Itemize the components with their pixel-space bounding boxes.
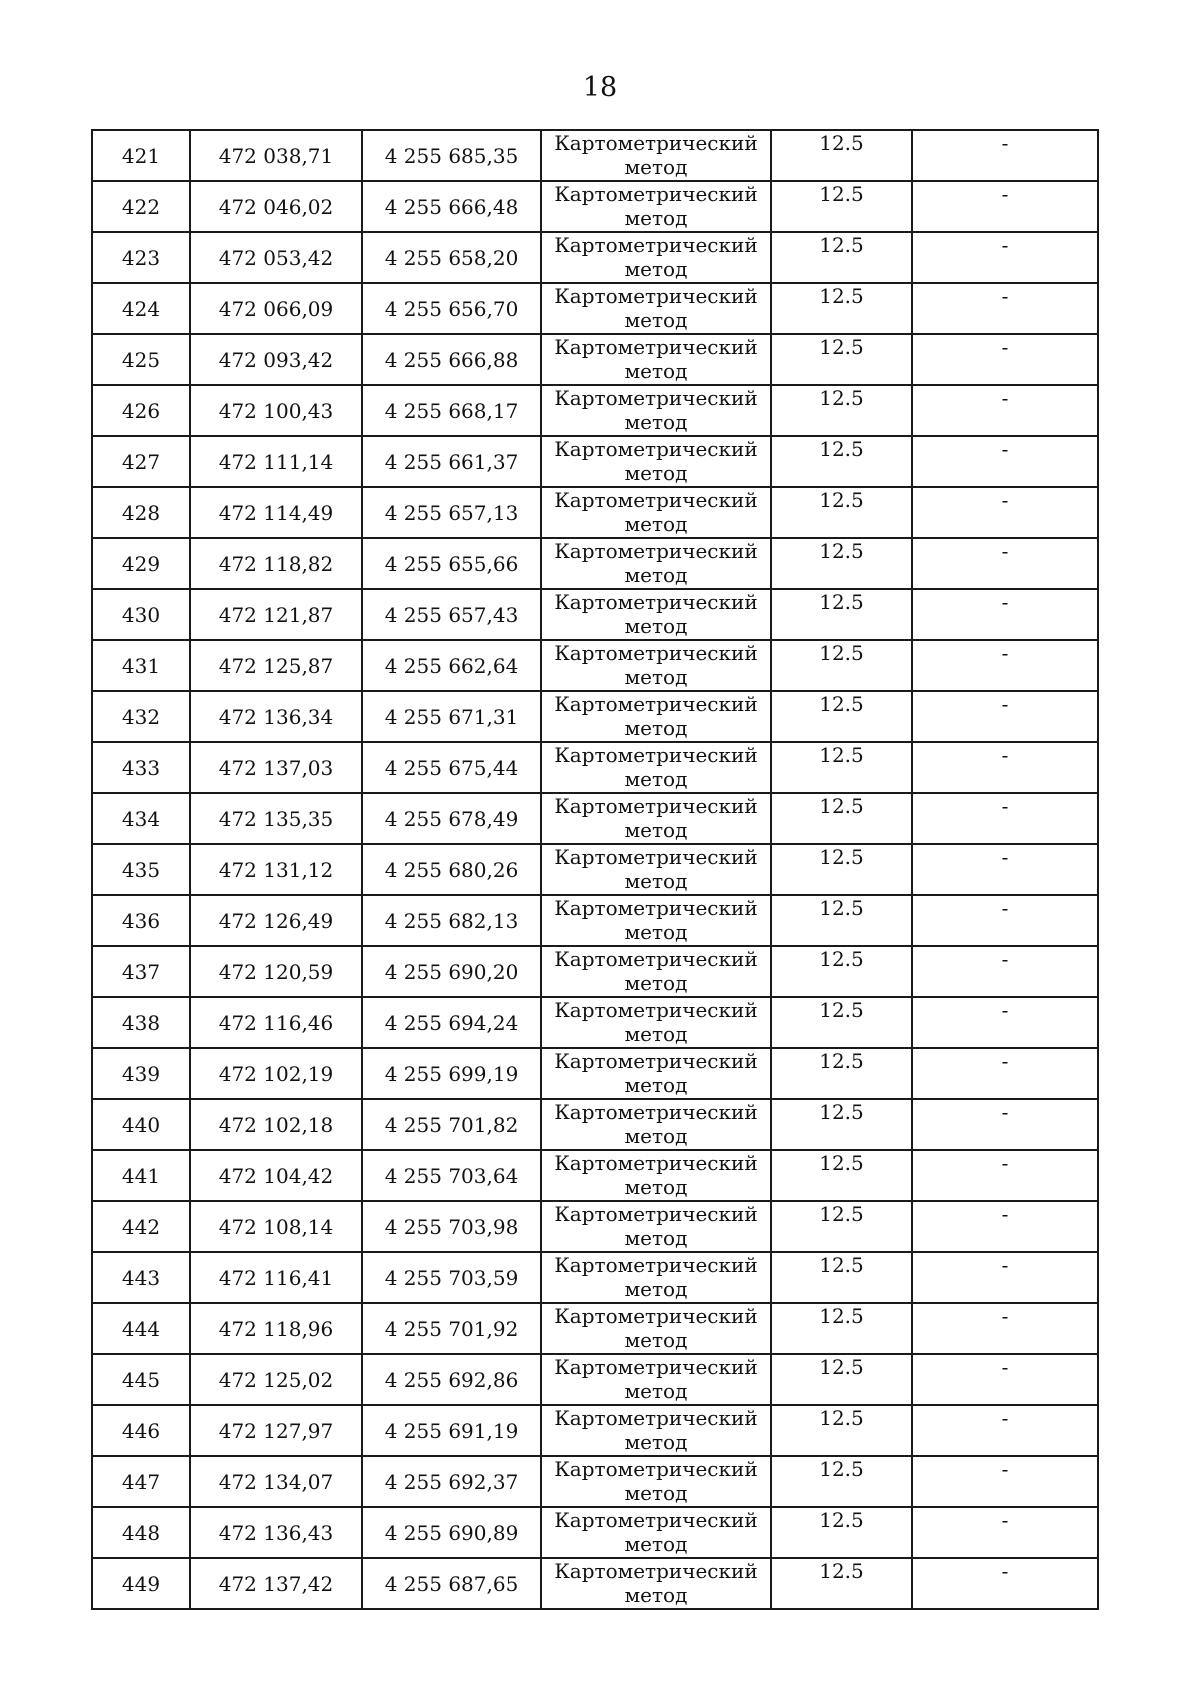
method-line-1: Картометрический — [554, 233, 758, 257]
y-coordinate-cell: 4 255 701,92 — [362, 1303, 541, 1354]
point-number-cell: 442 — [92, 1201, 190, 1252]
method-line-2: метод — [624, 308, 688, 332]
method-line-1: Картометрический — [554, 641, 758, 665]
note-cell: - — [912, 1354, 1098, 1405]
accuracy-cell: 12.5 — [771, 334, 912, 385]
point-number-cell: 427 — [92, 436, 190, 487]
table-row — [92, 1354, 1098, 1405]
method-line-1: Картометрический — [554, 488, 758, 512]
method-line-1: Картометрический — [554, 794, 758, 818]
note-cell: - — [912, 1099, 1098, 1150]
table-row — [92, 385, 1098, 436]
point-number-cell: 434 — [92, 793, 190, 844]
note-cell: - — [912, 895, 1098, 946]
table-row — [92, 1099, 1098, 1150]
method-line-1: Картометрический — [554, 845, 758, 869]
method-cell — [541, 793, 771, 844]
table-row — [92, 589, 1098, 640]
table-row — [92, 640, 1098, 691]
table-row — [92, 1252, 1098, 1303]
method-line-1: Картометрический — [554, 1406, 758, 1430]
method-line-2: метод — [624, 1277, 688, 1301]
method-cell — [541, 742, 771, 793]
method-cell — [541, 334, 771, 385]
y-coordinate-cell: 4 255 662,64 — [362, 640, 541, 691]
accuracy-cell: 12.5 — [771, 844, 912, 895]
method-line-1: Картометрический — [554, 896, 758, 920]
y-coordinate-cell: 4 255 658,20 — [362, 232, 541, 283]
method-cell — [541, 1405, 771, 1456]
x-coordinate-cell: 472 053,42 — [190, 232, 362, 283]
x-coordinate-cell: 472 114,49 — [190, 487, 362, 538]
point-number-cell: 444 — [92, 1303, 190, 1354]
point-number-cell: 445 — [92, 1354, 190, 1405]
table-row — [92, 1558, 1098, 1609]
accuracy-cell: 12.5 — [771, 130, 912, 181]
method-cell — [541, 895, 771, 946]
y-coordinate-cell: 4 255 656,70 — [362, 283, 541, 334]
accuracy-cell: 12.5 — [771, 1201, 912, 1252]
method-line-2: метод — [624, 818, 688, 842]
point-number-cell: 425 — [92, 334, 190, 385]
note-cell: - — [912, 793, 1098, 844]
method-line-2: метод — [624, 1583, 688, 1607]
note-cell: - — [912, 1405, 1098, 1456]
method-cell — [541, 130, 771, 181]
x-coordinate-cell: 472 136,34 — [190, 691, 362, 742]
point-number-cell: 436 — [92, 895, 190, 946]
method-line-1: Картометрический — [554, 1508, 758, 1532]
y-coordinate-cell: 4 255 655,66 — [362, 538, 541, 589]
method-line-2: метод — [624, 1328, 688, 1352]
note-cell: - — [912, 436, 1098, 487]
accuracy-cell: 12.5 — [771, 1456, 912, 1507]
method-line-1: Картометрический — [554, 947, 758, 971]
point-number-cell: 440 — [92, 1099, 190, 1150]
point-number-cell: 443 — [92, 1252, 190, 1303]
method-cell — [541, 1252, 771, 1303]
method-cell — [541, 487, 771, 538]
x-coordinate-cell: 472 137,03 — [190, 742, 362, 793]
y-coordinate-cell: 4 255 675,44 — [362, 742, 541, 793]
point-number-cell: 428 — [92, 487, 190, 538]
method-cell — [541, 1303, 771, 1354]
table-row — [92, 1150, 1098, 1201]
method-line-2: метод — [624, 461, 688, 485]
method-line-2: метод — [624, 359, 688, 383]
method-cell — [541, 1201, 771, 1252]
note-cell: - — [912, 640, 1098, 691]
y-coordinate-cell: 4 255 694,24 — [362, 997, 541, 1048]
x-coordinate-cell: 472 116,41 — [190, 1252, 362, 1303]
y-coordinate-cell: 4 255 690,20 — [362, 946, 541, 997]
method-line-2: метод — [624, 767, 688, 791]
x-coordinate-cell: 472 136,43 — [190, 1507, 362, 1558]
accuracy-cell: 12.5 — [771, 1099, 912, 1150]
method-line-2: метод — [624, 1022, 688, 1046]
method-line-1: Картометрический — [554, 1304, 758, 1328]
method-line-2: метод — [624, 716, 688, 740]
table-row — [92, 538, 1098, 589]
x-coordinate-cell: 472 131,12 — [190, 844, 362, 895]
x-coordinate-cell: 472 046,02 — [190, 181, 362, 232]
method-cell — [541, 997, 771, 1048]
method-line-1: Картометрический — [554, 284, 758, 308]
y-coordinate-cell: 4 255 671,31 — [362, 691, 541, 742]
accuracy-cell: 12.5 — [771, 1405, 912, 1456]
point-number-cell: 430 — [92, 589, 190, 640]
method-line-1: Картометрический — [554, 998, 758, 1022]
method-line-1: Картометрический — [554, 386, 758, 410]
note-cell: - — [912, 1507, 1098, 1558]
accuracy-cell: 12.5 — [771, 1354, 912, 1405]
x-coordinate-cell: 472 125,87 — [190, 640, 362, 691]
method-cell — [541, 1048, 771, 1099]
method-line-1: Картометрический — [554, 590, 758, 614]
method-line-1: Картометрический — [554, 1100, 758, 1124]
table-row — [92, 895, 1098, 946]
method-line-2: метод — [624, 257, 688, 281]
accuracy-cell: 12.5 — [771, 181, 912, 232]
method-line-2: метод — [624, 971, 688, 995]
note-cell: - — [912, 691, 1098, 742]
x-coordinate-cell: 472 118,82 — [190, 538, 362, 589]
method-line-2: метод — [624, 665, 688, 689]
point-number-cell: 432 — [92, 691, 190, 742]
method-line-1: Картометрический — [554, 692, 758, 716]
y-coordinate-cell: 4 255 657,43 — [362, 589, 541, 640]
method-cell — [541, 1150, 771, 1201]
table-body — [92, 130, 1098, 1609]
x-coordinate-cell: 472 116,46 — [190, 997, 362, 1048]
method-line-2: метод — [624, 512, 688, 536]
accuracy-cell: 12.5 — [771, 997, 912, 1048]
note-cell: - — [912, 742, 1098, 793]
y-coordinate-cell: 4 255 703,59 — [362, 1252, 541, 1303]
method-line-1: Картометрический — [554, 539, 758, 563]
method-cell — [541, 1099, 771, 1150]
x-coordinate-cell: 472 104,42 — [190, 1150, 362, 1201]
point-number-cell: 446 — [92, 1405, 190, 1456]
note-cell: - — [912, 1558, 1098, 1609]
table-row — [92, 1405, 1098, 1456]
table-row — [92, 436, 1098, 487]
x-coordinate-cell: 472 100,43 — [190, 385, 362, 436]
point-number-cell: 447 — [92, 1456, 190, 1507]
point-number-cell: 435 — [92, 844, 190, 895]
y-coordinate-cell: 4 255 661,37 — [362, 436, 541, 487]
accuracy-cell: 12.5 — [771, 1558, 912, 1609]
point-number-cell: 437 — [92, 946, 190, 997]
note-cell: - — [912, 538, 1098, 589]
coordinates-table — [91, 129, 1099, 1610]
table-row — [92, 844, 1098, 895]
accuracy-cell: 12.5 — [771, 538, 912, 589]
accuracy-cell: 12.5 — [771, 385, 912, 436]
page-number: 18 — [582, 72, 618, 103]
method-line-2: метод — [624, 1532, 688, 1556]
method-line-2: метод — [624, 614, 688, 638]
x-coordinate-cell: 472 120,59 — [190, 946, 362, 997]
method-line-2: метод — [624, 563, 688, 587]
accuracy-cell: 12.5 — [771, 436, 912, 487]
x-coordinate-cell: 472 125,02 — [190, 1354, 362, 1405]
method-line-1: Картометрический — [554, 743, 758, 767]
x-coordinate-cell: 472 135,35 — [190, 793, 362, 844]
method-line-1: Картометрический — [554, 1049, 758, 1073]
y-coordinate-cell: 4 255 682,13 — [362, 895, 541, 946]
table-row — [92, 487, 1098, 538]
x-coordinate-cell: 472 066,09 — [190, 283, 362, 334]
accuracy-cell: 12.5 — [771, 1303, 912, 1354]
point-number-cell: 438 — [92, 997, 190, 1048]
y-coordinate-cell: 4 255 691,19 — [362, 1405, 541, 1456]
note-cell: - — [912, 946, 1098, 997]
method-cell — [541, 1354, 771, 1405]
accuracy-cell: 12.5 — [771, 1252, 912, 1303]
note-cell: - — [912, 130, 1098, 181]
table-row — [92, 1201, 1098, 1252]
y-coordinate-cell: 4 255 666,48 — [362, 181, 541, 232]
method-cell — [541, 181, 771, 232]
note-cell: - — [912, 997, 1098, 1048]
x-coordinate-cell: 472 126,49 — [190, 895, 362, 946]
y-coordinate-cell: 4 255 692,37 — [362, 1456, 541, 1507]
method-line-1: Картометрический — [554, 1151, 758, 1175]
point-number-cell: 426 — [92, 385, 190, 436]
method-line-2: метод — [624, 206, 688, 230]
method-cell — [541, 844, 771, 895]
method-cell — [541, 640, 771, 691]
x-coordinate-cell: 472 093,42 — [190, 334, 362, 385]
accuracy-cell: 12.5 — [771, 946, 912, 997]
point-number-cell: 422 — [92, 181, 190, 232]
x-coordinate-cell: 472 108,14 — [190, 1201, 362, 1252]
method-line-2: метод — [624, 1226, 688, 1250]
x-coordinate-cell: 472 137,42 — [190, 1558, 362, 1609]
point-number-cell: 421 — [92, 130, 190, 181]
note-cell: - — [912, 1048, 1098, 1099]
point-number-cell: 429 — [92, 538, 190, 589]
note-cell: - — [912, 589, 1098, 640]
method-line-1: Картометрический — [554, 1253, 758, 1277]
accuracy-cell: 12.5 — [771, 1150, 912, 1201]
y-coordinate-cell: 4 255 703,64 — [362, 1150, 541, 1201]
method-line-2: метод — [624, 1481, 688, 1505]
method-line-2: метод — [624, 1175, 688, 1199]
method-cell — [541, 1558, 771, 1609]
table-row — [92, 181, 1098, 232]
method-line-1: Картометрический — [554, 335, 758, 359]
y-coordinate-cell: 4 255 699,19 — [362, 1048, 541, 1099]
point-number-cell: 439 — [92, 1048, 190, 1099]
table-row — [92, 997, 1098, 1048]
note-cell: - — [912, 334, 1098, 385]
table-row — [92, 1048, 1098, 1099]
x-coordinate-cell: 472 102,18 — [190, 1099, 362, 1150]
accuracy-cell: 12.5 — [771, 742, 912, 793]
method-line-2: метод — [624, 1379, 688, 1403]
method-cell — [541, 1456, 771, 1507]
method-line-2: метод — [624, 1073, 688, 1097]
note-cell: - — [912, 1456, 1098, 1507]
y-coordinate-cell: 4 255 687,65 — [362, 1558, 541, 1609]
method-line-1: Картометрический — [554, 1559, 758, 1583]
method-line-1: Картометрический — [554, 1202, 758, 1226]
y-coordinate-cell: 4 255 692,86 — [362, 1354, 541, 1405]
method-cell — [541, 385, 771, 436]
note-cell: - — [912, 1201, 1098, 1252]
note-cell: - — [912, 181, 1098, 232]
note-cell: - — [912, 232, 1098, 283]
note-cell: - — [912, 1150, 1098, 1201]
table-row — [92, 1456, 1098, 1507]
method-cell — [541, 946, 771, 997]
table-row — [92, 1507, 1098, 1558]
y-coordinate-cell: 4 255 680,26 — [362, 844, 541, 895]
method-cell — [541, 691, 771, 742]
accuracy-cell: 12.5 — [771, 1048, 912, 1099]
x-coordinate-cell: 472 134,07 — [190, 1456, 362, 1507]
table-row — [92, 334, 1098, 385]
y-coordinate-cell: 4 255 657,13 — [362, 487, 541, 538]
accuracy-cell: 12.5 — [771, 487, 912, 538]
method-line-1: Картометрический — [554, 131, 758, 155]
point-number-cell: 423 — [92, 232, 190, 283]
x-coordinate-cell: 472 102,19 — [190, 1048, 362, 1099]
point-number-cell: 424 — [92, 283, 190, 334]
x-coordinate-cell: 472 127,97 — [190, 1405, 362, 1456]
table-row — [92, 130, 1098, 181]
y-coordinate-cell: 4 255 685,35 — [362, 130, 541, 181]
method-line-2: метод — [624, 155, 688, 179]
note-cell: - — [912, 385, 1098, 436]
method-line-2: метод — [624, 869, 688, 893]
note-cell: - — [912, 487, 1098, 538]
point-number-cell: 433 — [92, 742, 190, 793]
x-coordinate-cell: 472 121,87 — [190, 589, 362, 640]
point-number-cell: 431 — [92, 640, 190, 691]
method-cell — [541, 589, 771, 640]
table-row — [92, 232, 1098, 283]
method-line-2: метод — [624, 1124, 688, 1148]
method-cell — [541, 1507, 771, 1558]
x-coordinate-cell: 472 118,96 — [190, 1303, 362, 1354]
note-cell: - — [912, 1252, 1098, 1303]
accuracy-cell: 12.5 — [771, 232, 912, 283]
method-cell — [541, 283, 771, 334]
note-cell: - — [912, 844, 1098, 895]
accuracy-cell: 12.5 — [771, 793, 912, 844]
table-row — [92, 793, 1098, 844]
y-coordinate-cell: 4 255 690,89 — [362, 1507, 541, 1558]
y-coordinate-cell: 4 255 678,49 — [362, 793, 541, 844]
x-coordinate-cell: 472 111,14 — [190, 436, 362, 487]
table-row — [92, 691, 1098, 742]
accuracy-cell: 12.5 — [771, 895, 912, 946]
y-coordinate-cell: 4 255 668,17 — [362, 385, 541, 436]
note-cell: - — [912, 1303, 1098, 1354]
table-row — [92, 1303, 1098, 1354]
method-cell — [541, 436, 771, 487]
y-coordinate-cell: 4 255 703,98 — [362, 1201, 541, 1252]
method-line-1: Картометрический — [554, 182, 758, 206]
method-line-1: Картометрический — [554, 1457, 758, 1481]
point-number-cell: 449 — [92, 1558, 190, 1609]
note-cell: - — [912, 283, 1098, 334]
y-coordinate-cell: 4 255 701,82 — [362, 1099, 541, 1150]
method-line-1: Картометрический — [554, 1355, 758, 1379]
method-line-2: метод — [624, 920, 688, 944]
method-line-1: Картометрический — [554, 437, 758, 461]
accuracy-cell: 12.5 — [771, 283, 912, 334]
accuracy-cell: 12.5 — [771, 1507, 912, 1558]
method-cell — [541, 538, 771, 589]
x-coordinate-cell: 472 038,71 — [190, 130, 362, 181]
method-cell — [541, 232, 771, 283]
table-row — [92, 283, 1098, 334]
method-line-2: метод — [624, 1430, 688, 1454]
accuracy-cell: 12.5 — [771, 640, 912, 691]
table-row — [92, 946, 1098, 997]
y-coordinate-cell: 4 255 666,88 — [362, 334, 541, 385]
accuracy-cell: 12.5 — [771, 691, 912, 742]
table-row — [92, 742, 1098, 793]
accuracy-cell: 12.5 — [771, 589, 912, 640]
point-number-cell: 441 — [92, 1150, 190, 1201]
method-line-2: метод — [624, 410, 688, 434]
point-number-cell: 448 — [92, 1507, 190, 1558]
